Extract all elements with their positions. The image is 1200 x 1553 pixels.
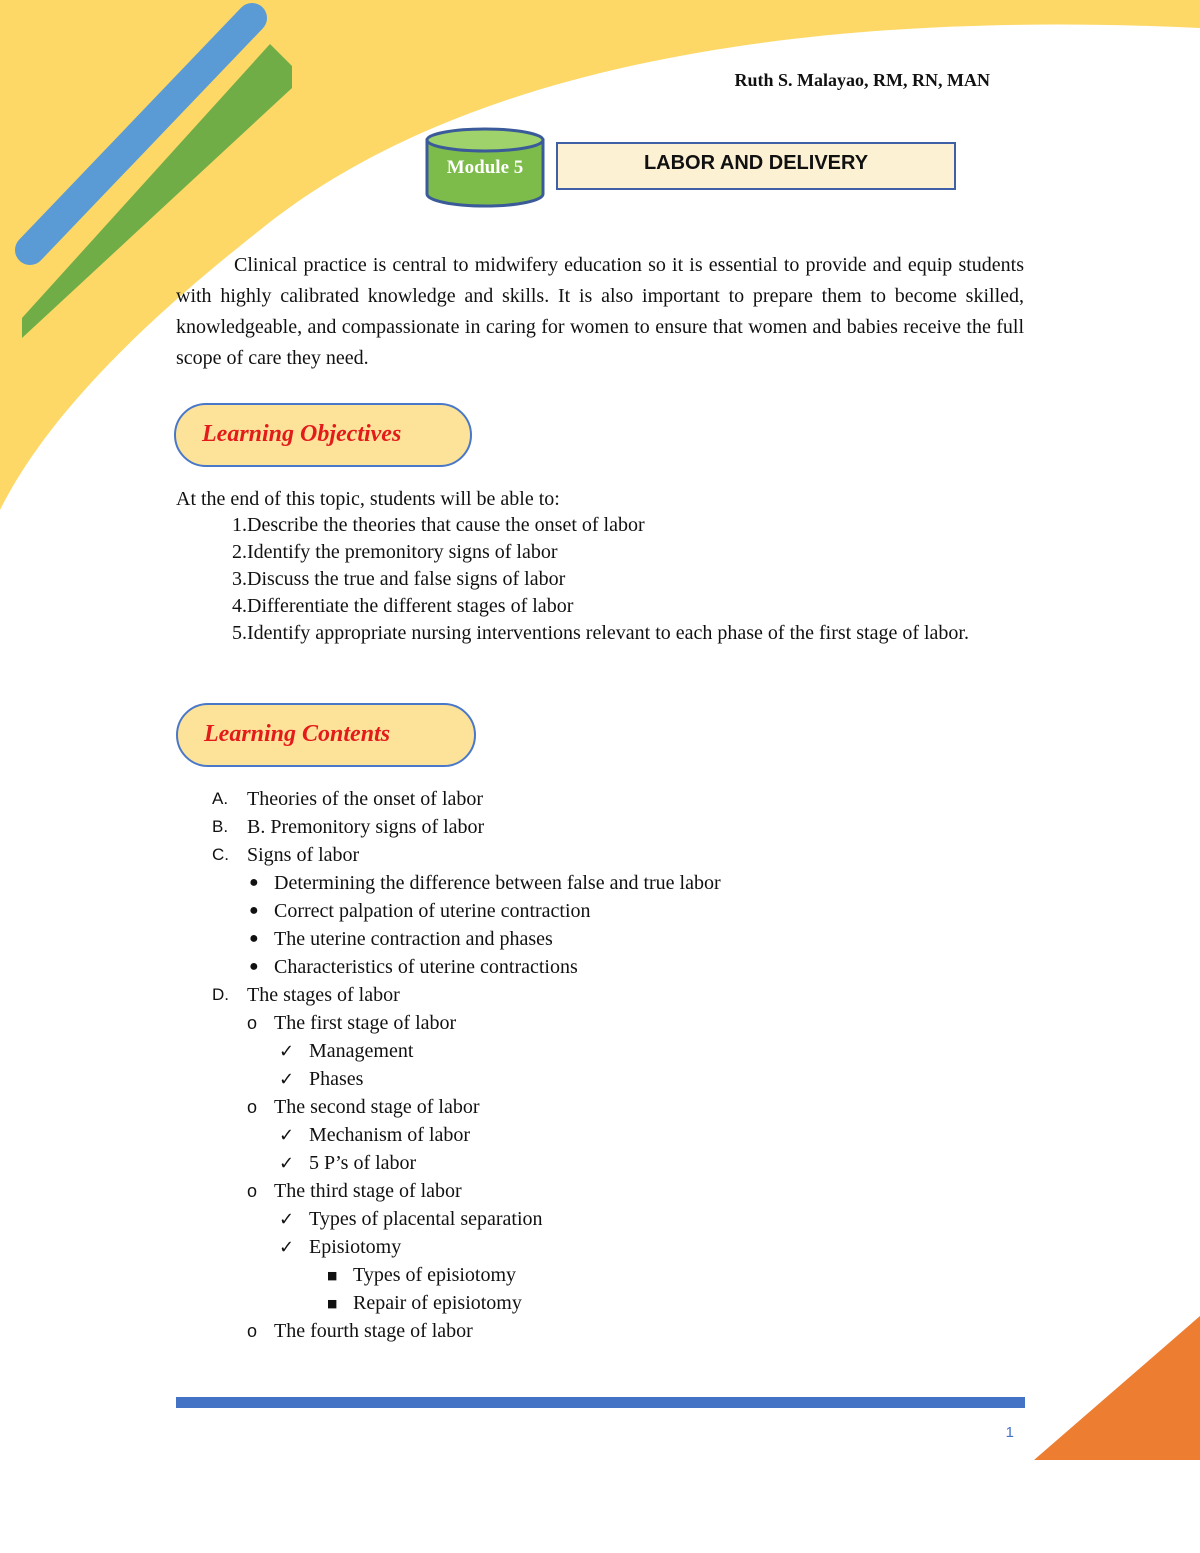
list-item <box>176 539 1036 566</box>
list-marker: A. <box>212 789 229 808</box>
list-text: Characteristics of uterine contractions <box>274 955 578 978</box>
list-item <box>176 953 1036 981</box>
list-item <box>176 841 1036 869</box>
list-text: Types of episiotomy <box>353 1263 517 1286</box>
list-item <box>176 869 1036 897</box>
bullet-icon: ● <box>249 958 259 975</box>
list-text: Theories of the onset of labor <box>247 787 484 810</box>
list-text: B. Premonitory signs of labor <box>247 815 485 838</box>
list-text: Differentiate the different stages of labor <box>247 595 574 617</box>
circle-bullet-icon: o <box>247 1012 258 1033</box>
list-text: 5 P’s of labor <box>309 1151 417 1174</box>
list-text: Determining the difference between false and true labor <box>274 871 721 894</box>
list-item <box>176 1205 1036 1233</box>
list-text: Repair of episiotomy <box>353 1291 522 1314</box>
list-marker: C. <box>212 845 229 864</box>
page-number: 1 <box>1005 1424 1014 1441</box>
checkmark-icon: ✓ <box>279 1040 295 1062</box>
list-item <box>176 1037 1036 1065</box>
list-number: 5. <box>232 622 247 644</box>
orange-corner-triangle <box>1034 1316 1200 1460</box>
list-item <box>176 1065 1036 1093</box>
list-item <box>176 1149 1036 1177</box>
list-text: The fourth stage of labor <box>274 1319 473 1342</box>
checkmark-icon: ✓ <box>279 1068 295 1090</box>
list-item <box>176 512 1036 539</box>
list-item <box>176 925 1036 953</box>
list-number: 4. <box>232 595 247 617</box>
checkmark-icon: ✓ <box>279 1236 295 1258</box>
objectives-list <box>176 512 1036 647</box>
list-text: The second stage of labor <box>274 1095 480 1118</box>
contents-list <box>176 785 1036 1345</box>
list-text: Signs of labor <box>247 843 360 866</box>
list-text: Episiotomy <box>309 1235 402 1258</box>
list-item <box>176 1317 1036 1345</box>
circle-bullet-icon: o <box>247 1180 258 1201</box>
list-text: The third stage of labor <box>274 1179 462 1202</box>
list-item <box>176 593 1036 620</box>
list-text: Mechanism of labor <box>309 1123 471 1146</box>
list-item <box>176 813 1036 841</box>
list-item <box>176 566 1036 593</box>
list-text: Identify appropriate nursing interventions relevant to each phase of the first stage of labor. <box>247 622 969 644</box>
list-item <box>176 1233 1036 1261</box>
bullet-icon: ● <box>249 930 259 947</box>
list-text: Identify the premonitory signs of labor <box>247 541 558 563</box>
list-marker: D. <box>212 985 229 1004</box>
list-item <box>176 1261 1036 1289</box>
list-text: Correct palpation of uterine contraction <box>274 899 591 922</box>
list-item <box>176 1009 1036 1037</box>
list-item <box>176 620 1036 647</box>
list-number: 2. <box>232 541 247 563</box>
list-text: Phases <box>309 1067 364 1090</box>
circle-bullet-icon: o <box>247 1096 258 1117</box>
author-name: Ruth S. Malayao, RM, RN, MAN <box>734 70 990 90</box>
list-item <box>176 785 1036 813</box>
list-item <box>176 981 1036 1009</box>
list-item <box>176 897 1036 925</box>
list-text: Describe the theories that cause the onset of labor <box>247 514 645 536</box>
module-label: Module 5 <box>446 157 524 178</box>
module-title: LABOR AND DELIVERY <box>556 142 956 190</box>
checkmark-icon: ✓ <box>279 1208 295 1230</box>
intro-paragraph: Clinical practice is central to midwifery education so it is essential to provide and equip students with highly calibrated knowledge and skills. It is also important to prepare them to become skilled, knowledgeable, and compassionate in caring for women to ensure that women and babies receive the full scope of care they need. <box>176 254 1024 369</box>
list-item <box>176 1289 1036 1317</box>
list-text: Discuss the true and false signs of labor <box>247 568 566 590</box>
list-text: Types of placental separation <box>309 1207 543 1230</box>
list-number: 3. <box>232 568 247 590</box>
bullet-icon: ● <box>249 902 259 919</box>
list-text: The first stage of labor <box>274 1011 457 1034</box>
square-bullet-icon: ■ <box>327 1296 338 1310</box>
list-item <box>176 1093 1036 1121</box>
bullet-icon: ● <box>249 874 259 891</box>
list-marker: B. <box>212 817 229 836</box>
footer-rule <box>176 1397 1025 1408</box>
list-text: The uterine contraction and phases <box>274 927 553 950</box>
square-bullet-icon: ■ <box>327 1268 338 1282</box>
circle-bullet-icon: o <box>247 1320 258 1341</box>
checkmark-icon: ✓ <box>279 1152 295 1174</box>
list-item <box>176 1121 1036 1149</box>
learning-objectives-heading: Learning Objectives <box>174 403 472 467</box>
list-text: Management <box>309 1039 414 1062</box>
list-number: 1. <box>232 514 247 536</box>
learning-contents-heading: Learning Contents <box>176 703 476 767</box>
objectives-intro: At the end of this topic, students will be able to: <box>176 488 560 510</box>
list-item <box>176 1177 1036 1205</box>
checkmark-icon: ✓ <box>279 1124 295 1146</box>
list-text: The stages of labor <box>247 983 400 1006</box>
